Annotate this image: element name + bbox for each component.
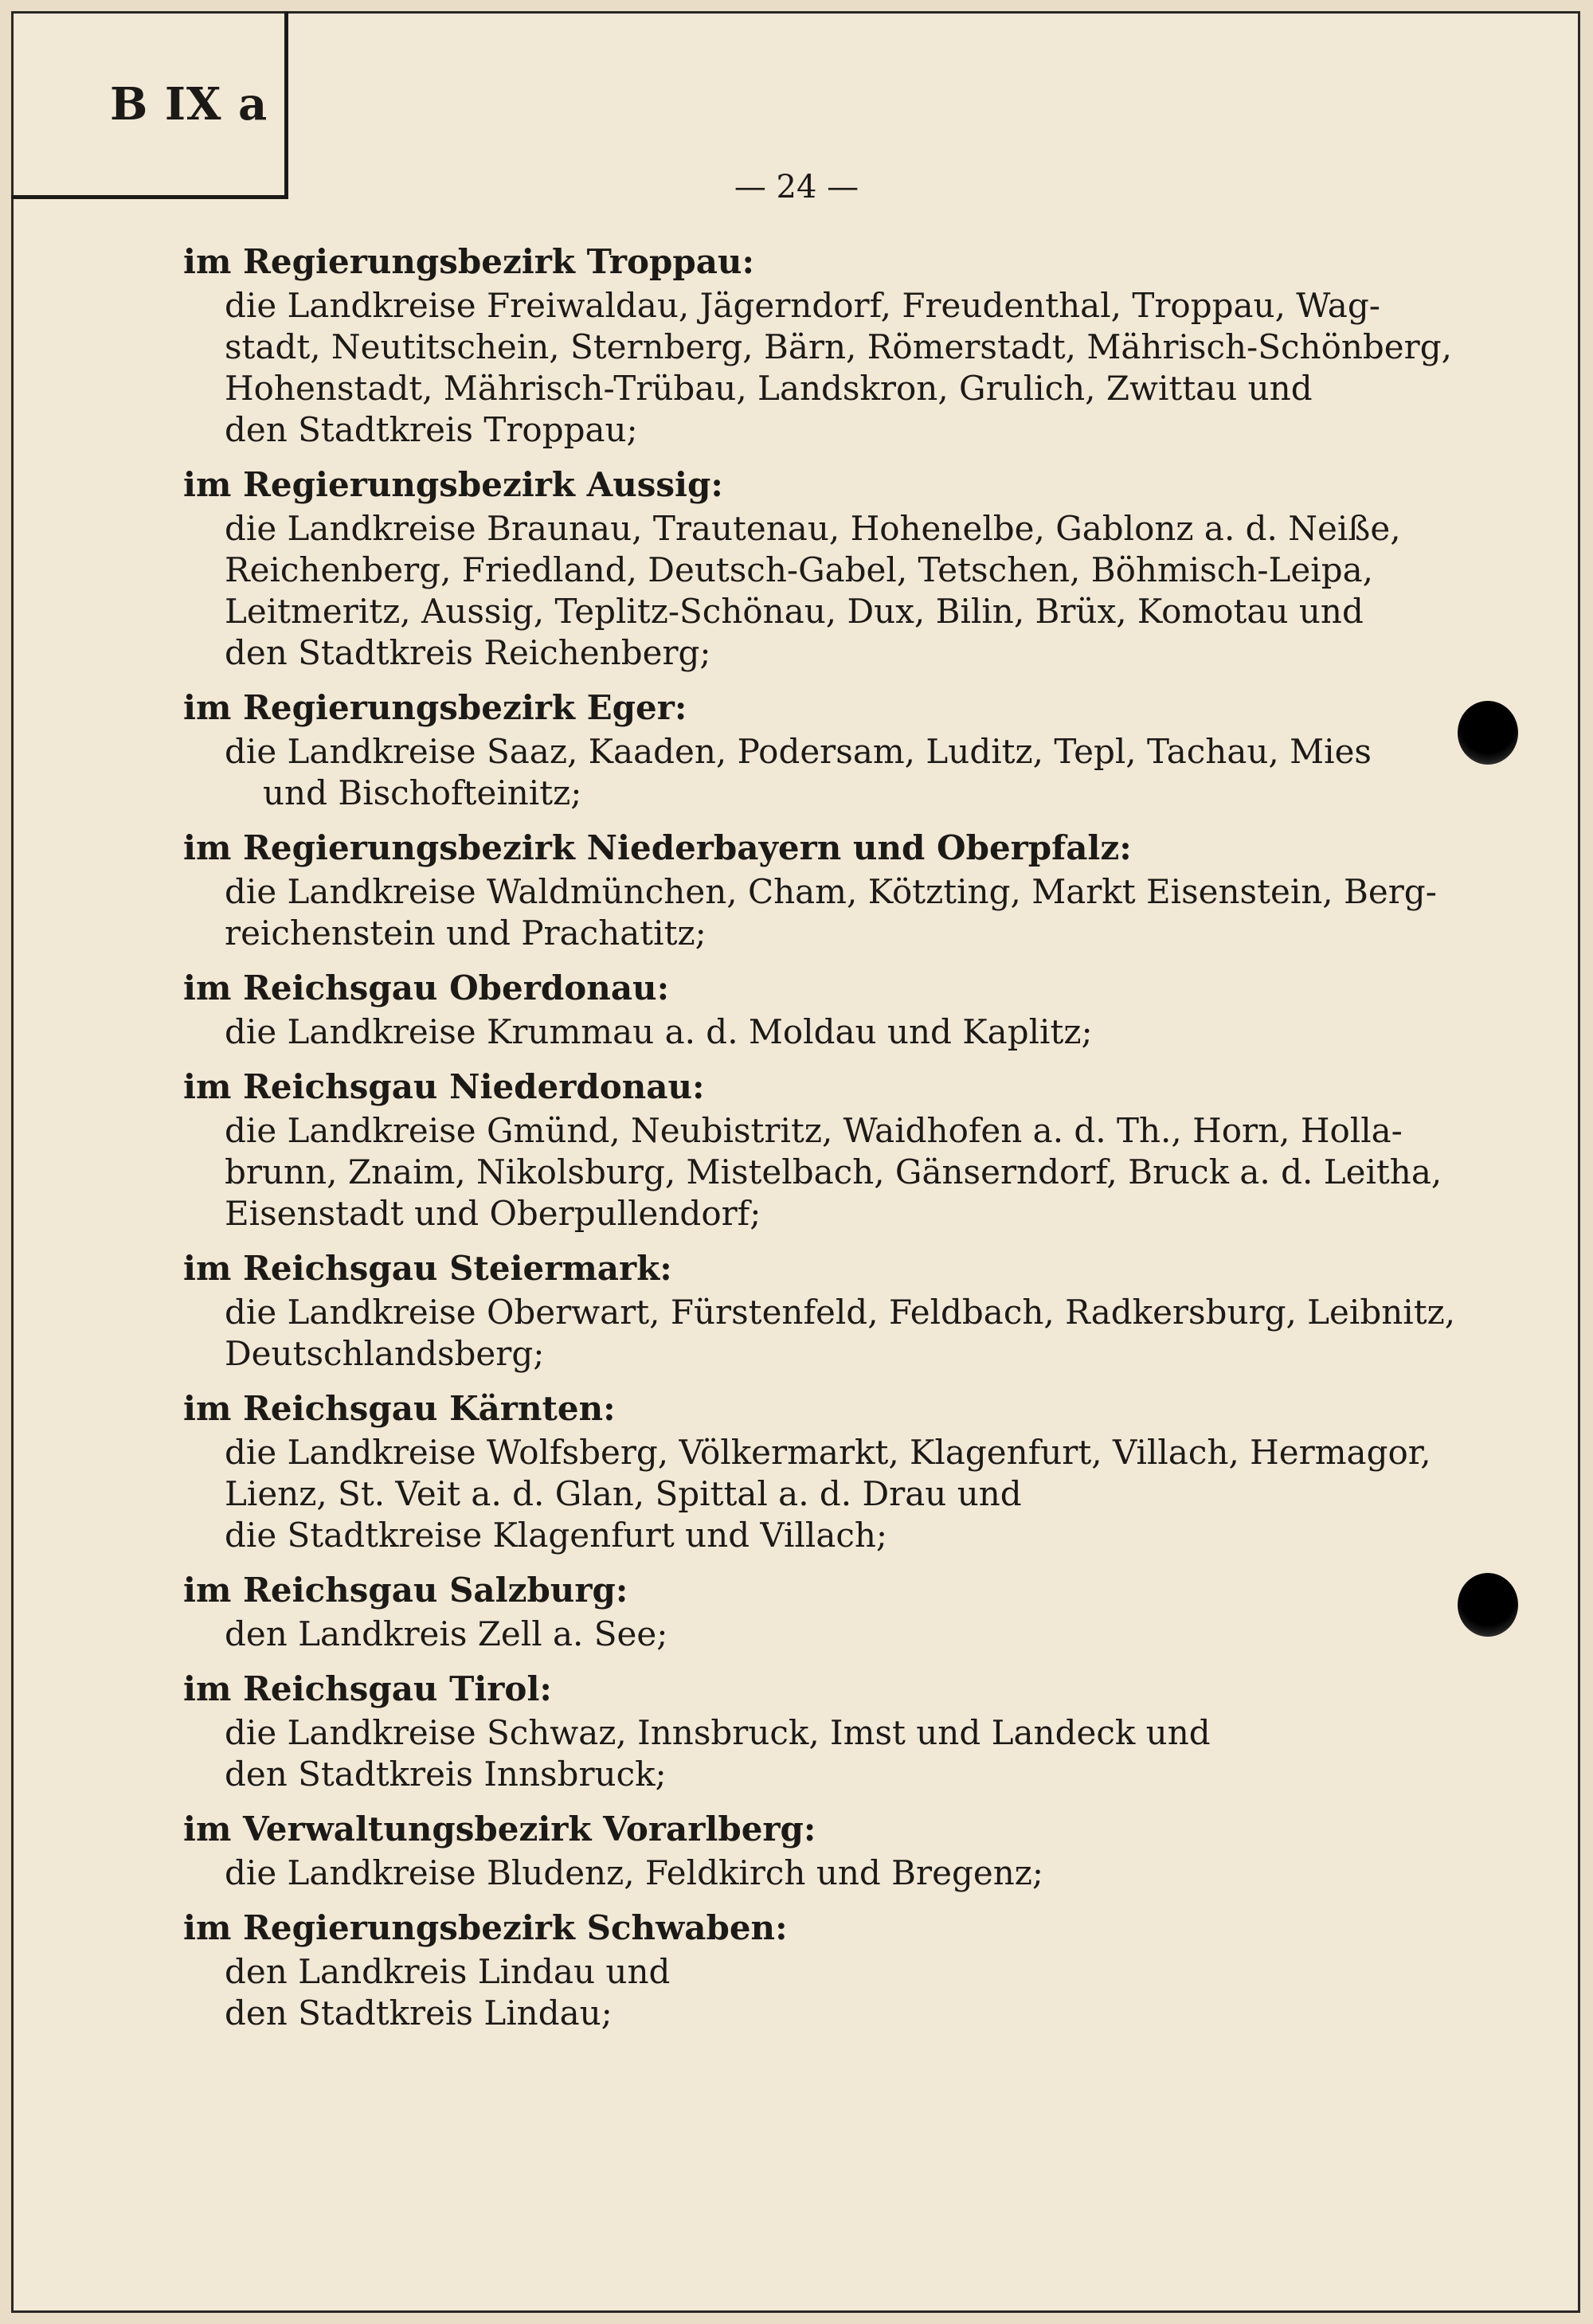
list-item bbox=[183, 239, 1452, 451]
text-line: Eisenstadt und Oberpullendorf; bbox=[225, 1194, 761, 1233]
section-code-label: B IX a bbox=[110, 78, 268, 131]
region-heading: im Regierungsbezirk Troppau: bbox=[183, 242, 754, 281]
region-heading: im Regierungsbezirk Aussig: bbox=[183, 465, 723, 504]
region-districts bbox=[183, 285, 1452, 451]
text-line: brunn, Znaim, Nikolsburg, Mistelbach, Gänserndorf, Bruck a. d. Leitha, bbox=[225, 1152, 1442, 1191]
text-line: Lienz, St. Veit a. d. Glan, Spittal a. d. Drau und bbox=[225, 1474, 1022, 1513]
punch-hole-top bbox=[1458, 701, 1518, 765]
text-line: die Landkreise Schwaz, Innsbruck, Imst und Landeck und bbox=[225, 1713, 1211, 1752]
region-heading: im Reichsgau Tirol: bbox=[183, 1669, 552, 1708]
text-line: und Bischofteinitz; bbox=[263, 773, 582, 812]
text-line: Leitmeritz, Aussig, Teplitz-Schönau, Dux, Bilin, Brüx, Komotau und bbox=[225, 592, 1364, 631]
region-heading: im Reichsgau Steiermark: bbox=[183, 1249, 672, 1288]
region-heading: im Regierungsbezirk Eger: bbox=[183, 688, 687, 727]
list-item bbox=[183, 1806, 1394, 1894]
region-districts bbox=[183, 731, 1394, 814]
text-line: die Landkreise Freiwaldau, Jägerndorf, Freudenthal, Troppau, Wag- bbox=[225, 286, 1380, 325]
text-line: die Landkreise Krummau a. d. Moldau und Kaplitz; bbox=[225, 1012, 1093, 1051]
text-line: die Landkreise Waldmünchen, Cham, Kötzting, Markt Eisenstein, Berg- bbox=[225, 872, 1437, 911]
list-item bbox=[183, 825, 1437, 954]
list-item bbox=[183, 685, 1394, 814]
region-districts bbox=[183, 1432, 1431, 1556]
text-line: den Stadtkreis Reichenberg; bbox=[225, 633, 711, 672]
text-line: stadt, Neutitschein, Sternberg, Bärn, Römerstadt, Mährisch-Schönberg, bbox=[225, 327, 1452, 366]
list-item bbox=[183, 1246, 1456, 1375]
text-line: die Landkreise Saaz, Kaaden, Podersam, Luditz, Tepl, Tachau, Mies bbox=[225, 732, 1372, 771]
list-item bbox=[183, 1666, 1394, 1795]
region-districts bbox=[183, 1011, 1394, 1053]
text-line: die Landkreise Oberwart, Fürstenfeld, Feldbach, Radkersburg, Leibnitz, bbox=[225, 1293, 1456, 1332]
region-heading: im Reichsgau Oberdonau: bbox=[183, 968, 670, 1007]
punch-hole-bottom bbox=[1458, 1573, 1518, 1637]
region-districts bbox=[183, 871, 1437, 954]
text-line: Reichenberg, Friedland, Deutsch-Gabel, Tetschen, Böhmisch-Leipa, bbox=[225, 550, 1373, 589]
region-districts bbox=[183, 508, 1401, 674]
region-heading: im Regierungsbezirk Schwaben: bbox=[183, 1908, 788, 1947]
region-districts bbox=[183, 1951, 1394, 2034]
region-heading: im Verwaltungsbezirk Vorarlberg: bbox=[183, 1810, 816, 1849]
text-line: reichenstein und Prachatitz; bbox=[225, 914, 706, 953]
region-districts bbox=[183, 1292, 1456, 1375]
text-line: die Landkreise Braunau, Trautenau, Hohenelbe, Gablonz a. d. Neiße, bbox=[225, 509, 1401, 548]
text-line: den Stadtkreis Lindau; bbox=[225, 1993, 613, 2033]
text-line: den Stadtkreis Innsbruck; bbox=[225, 1755, 667, 1794]
text-line: Deutschlandsberg; bbox=[225, 1334, 545, 1373]
text-line: den Stadtkreis Troppau; bbox=[225, 410, 638, 449]
region-heading: im Regierungsbezirk Niederbayern und Oberpfalz: bbox=[183, 828, 1132, 867]
list-item bbox=[183, 1386, 1431, 1556]
region-districts bbox=[183, 1853, 1394, 1894]
region-heading: im Reichsgau Kärnten: bbox=[183, 1389, 616, 1428]
text-line: den Landkreis Lindau und bbox=[225, 1952, 671, 1991]
region-heading: im Reichsgau Salzburg: bbox=[183, 1571, 628, 1610]
list-item bbox=[183, 1064, 1442, 1234]
text-line: die Stadtkreise Klagenfurt und Villach; bbox=[225, 1516, 888, 1555]
region-districts bbox=[183, 1110, 1442, 1234]
list-item bbox=[183, 1567, 1394, 1655]
list-item bbox=[183, 462, 1401, 674]
list-item bbox=[183, 965, 1394, 1053]
region-heading: im Reichsgau Niederdonau: bbox=[183, 1067, 705, 1106]
region-districts bbox=[183, 1712, 1394, 1795]
text-line: Hohenstadt, Mährisch-Trübau, Landskron, Grulich, Zwittau und bbox=[225, 369, 1313, 408]
region-districts bbox=[183, 1614, 1394, 1655]
text-line: die Landkreise Wolfsberg, Völkermarkt, Klagenfurt, Villach, Hermagor, bbox=[225, 1433, 1431, 1472]
page-number: — 24 — bbox=[734, 169, 859, 205]
text-line: den Landkreis Zell a. See; bbox=[225, 1614, 668, 1653]
district-list bbox=[183, 239, 1456, 2045]
text-line: die Landkreise Bludenz, Feldkirch und Bregenz; bbox=[225, 1853, 1044, 1892]
text-line: die Landkreise Gmünd, Neubistritz, Waidhofen a. d. Th., Horn, Holla- bbox=[225, 1111, 1403, 1150]
list-item bbox=[183, 1905, 1394, 2034]
